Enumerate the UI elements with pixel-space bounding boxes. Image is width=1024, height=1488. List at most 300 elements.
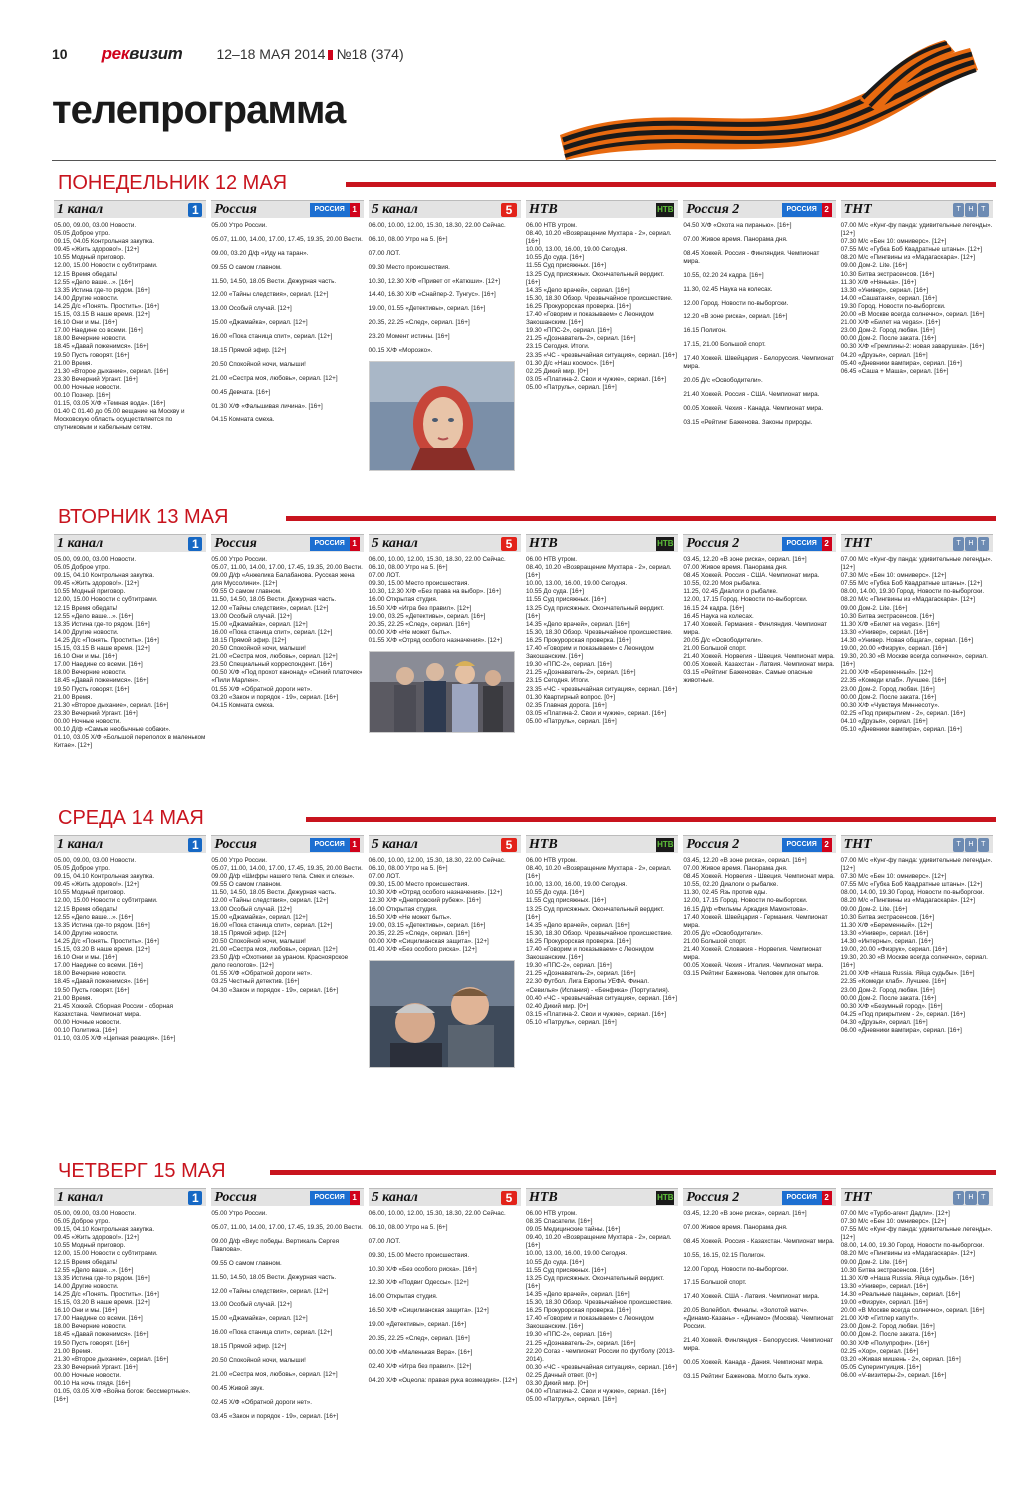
st-george-ribbon-image	[560, 40, 980, 160]
program-item: 15.30, 18.30 Обзор. Чрезвычайное происшествие.	[525, 628, 673, 636]
program-item: 22.20 Согаз - чемпионат России по футболу (2013-2014).	[525, 1347, 675, 1363]
program-item: 16.45 Наука на колесах.	[683, 612, 754, 620]
program-item: 21.25 «Дознаватель-2», сериал. [16+]	[525, 335, 636, 343]
program-item: 15.00 «Джамайка», сериал. [12+]	[211, 913, 308, 921]
program-item: 05.05 Доброе утро.	[54, 865, 110, 873]
film-still-photo	[369, 361, 515, 471]
program-item: 14.40, 16.30 Х/Ф «Снайпер-2. Тунгус». [16+]	[368, 291, 496, 299]
program-item: 03.45, 12.20 «В зоне риска», сериал. [16+]	[683, 857, 807, 864]
program-list	[54, 556, 206, 750]
program-item: 09.30, 15.00 Место происшествия.	[368, 881, 470, 889]
channel-columns	[52, 835, 996, 1068]
program-item: 00.00 Дом-2. После заката. [16+]	[840, 994, 937, 1002]
channel-header	[369, 200, 521, 218]
program-item: 17.00 Наедине со всеми. [16+]	[54, 962, 143, 970]
channel-name: НТВ	[528, 1190, 558, 1205]
russia-2-logo-icon: РОССИЯ 2	[782, 537, 832, 551]
program-item: 21.30 «Второе дыхание», сериал. [16+]	[54, 367, 169, 375]
channel-header	[526, 1188, 678, 1206]
channel-column	[839, 534, 996, 750]
channel-name: 1 канал	[57, 536, 104, 551]
program-item: 00.00 Дом-2. После заката. [16+]	[840, 335, 937, 343]
program-item: 15.15, 03.15 В наше время. [12+]	[54, 311, 150, 319]
program-item: 22.30 Футбол. Лига Европы УЕФА. Финал. «Севилья» (Испания) - «Бенфика» (Португалия).	[525, 978, 670, 994]
channel-name: ТНТ	[843, 536, 872, 551]
program-item: 17.40 Хоккей. США - Латвия. Чемпионат мира.	[683, 1293, 820, 1301]
program-item: 18.15 Прямой эфир. [12+]	[211, 929, 287, 937]
channel-name: 1 канал	[57, 202, 104, 217]
page-number: 10	[52, 46, 68, 62]
program-item: 00.00 Ночные новости.	[54, 1018, 122, 1026]
program-item: 19.30 «ППС-2», сериал. [16+]	[525, 1331, 612, 1339]
program-list	[683, 1210, 835, 1381]
program-item: 00.30 Х/Ф «Полупрофи». [16+]	[840, 1339, 930, 1347]
channel-five-logo-icon: 5	[501, 537, 517, 551]
program-item: 11.50, 14.50, 18.05 Вести. Дежурная часть.	[211, 596, 337, 604]
program-item: 09.30, 15.00 Место происшествия.	[368, 580, 470, 588]
program-item: 01.05, 03.05 Х/Ф «Война богов: бессмертные». [16+]	[54, 1388, 191, 1404]
program-item: 10.30 Битва экстрасенсов. [16+]	[840, 913, 935, 921]
program-item: 06.00 НТВ утром.	[525, 222, 577, 229]
program-item: 14.00 «Сашатаня», сериал. [16+]	[840, 294, 937, 302]
program-item: 06.10, 08.00 Утро на 5. [6+]	[368, 865, 448, 873]
channel-header	[211, 200, 363, 218]
channel-column	[209, 835, 366, 1068]
program-item: 16.15 Д/ф «Фильмы Аркадия Мамонтова».	[683, 905, 809, 913]
program-item: 15.00 «Джамайка», сериал. [12+]	[211, 319, 308, 327]
program-list	[526, 857, 678, 1027]
program-item: 13.00 Особый случай. [12+]	[211, 905, 292, 913]
program-item: 23.00 Дом-2. Город любви. [16+]	[840, 327, 935, 335]
day-header	[52, 1160, 996, 1186]
program-item: 06.00 НТВ утром.	[525, 556, 577, 563]
program-list	[369, 857, 521, 1068]
channel-name: Россия 2	[686, 202, 740, 217]
program-item: 09.55 О самом главном.	[211, 881, 282, 889]
program-item: 02.40 Дикий мир. [0+]	[525, 1002, 589, 1010]
program-item: 10.00, 13.00, 16.00, 19.00 Сегодня.	[525, 1250, 628, 1258]
program-item: 01.30 Д/с «Наш космос». [16+]	[525, 359, 615, 367]
program-item: 04.15 Комната смеха.	[211, 701, 275, 709]
program-item: 21.25 «Дознаватель-2», сериал. [16+]	[525, 1339, 636, 1347]
program-item: 13.35 Истина где-то рядом. [16+]	[54, 620, 150, 628]
program-item: 09.15, 04.10 Контрольная закупка.	[54, 1226, 155, 1234]
program-item: 20.05 Д/с «Освободители».	[683, 377, 763, 385]
program-item: 15.30, 18.30 Обзор. Чрезвычайное происшествие.	[525, 294, 673, 302]
channel-column	[524, 1188, 681, 1426]
channel-column	[681, 534, 838, 750]
program-item: 05.07, 11.00, 14.00, 17.00, 17.45, 19.35, 20.00 Вести.	[211, 564, 363, 572]
program-item: 03.05 «Платина-2. Свои и чужие», сериал. [16+]	[525, 709, 667, 717]
program-item: 07.00 Живое время. Панорама дня.	[683, 564, 788, 572]
program-item: 01.55 Х/Ф «Отряд особого назначения». [12+]	[368, 636, 502, 644]
program-item: 09.45 «Жить здорово!». [12+]	[54, 246, 139, 254]
program-item: 12.55 «Дело ваше...». [16+]	[54, 1266, 134, 1274]
channel-column	[209, 1188, 366, 1426]
program-item: 19.30 «ППС-2», сериал. [16+]	[525, 661, 612, 669]
program-item: 05.00 «Патруль», сериал. [16+]	[525, 1396, 617, 1404]
program-item: 00.00 Х/Ф «Не может быть».	[368, 628, 452, 636]
channel-header	[841, 835, 993, 853]
channel-name: НТВ	[528, 536, 558, 551]
program-item: 02.25 «Под прикрытием - 2», сериал. [16+]	[840, 709, 966, 717]
program-item: 03.45 «Закон и порядок - 19», сериал. [16+]	[211, 1412, 339, 1420]
program-item: 12.00, 15.00 Новости с субтитрами.	[54, 1250, 158, 1258]
program-item: 20.05 Д/с «Освободители».	[683, 929, 763, 937]
program-item: 09.45 «Жить здорово!». [12+]	[54, 881, 139, 889]
program-item: 00.10 Познер. [16+]	[54, 391, 111, 399]
channel-name: ТНТ	[843, 202, 872, 217]
program-item: 17.00 Наедине со всеми. [16+]	[54, 327, 143, 335]
section-title: телепрограмма	[52, 88, 346, 132]
program-item: 01.30 Х/Ф «Фальшивая личина». [16+]	[211, 402, 323, 410]
program-item: 19.30 «ППС-2», сериал. [16+]	[525, 962, 612, 970]
program-item: 08.40, 10.20 «Возвращение Мухтара - 2», сериал. [16+]	[525, 564, 672, 580]
program-item: 10.30 Х/Ф «Без особого риска». [16+]	[368, 1265, 477, 1273]
program-item: 19.30 Город. Новости по-выборгски.	[840, 302, 946, 310]
program-item: 21.00 Х/Ф «Беременный». [12+]	[840, 669, 933, 677]
program-item: 08.20 М/с «Пингвины из «Мадагаскара». [12+]	[840, 596, 976, 604]
program-item: 02.35 Главная дорога. [16+]	[525, 701, 607, 709]
program-item: 19.30, 20.30 «В Москве всегда солнечно», сериал. [16+]	[840, 653, 988, 669]
channel-header	[54, 200, 206, 218]
program-item: 09.00 Д/ф «Анжелика Балабанова. Русская жена для Муссолини». [12+]	[211, 572, 355, 588]
program-list	[526, 556, 678, 726]
tnt-logo-icon: Т Н Т	[953, 203, 989, 217]
program-item: 10.55 Модный приговор.	[54, 1242, 126, 1250]
program-item: 17.15, 21.00 Большой спорт.	[683, 341, 766, 349]
program-item: 11.30, 02.45 Наука на колесах.	[683, 285, 773, 293]
program-item: 03.20 «Закон и порядок - 19», сериал. [16+]	[211, 693, 339, 701]
program-item: 17.40 «Говорим и показываем» с Леонидом Закошанским. [16+]	[525, 645, 654, 661]
program-item: 13.30 «Универ», сериал. [16+]	[840, 1282, 929, 1290]
channel-column	[209, 200, 366, 477]
program-item: 23.00 Дом-2. Город любви. [16+]	[840, 986, 935, 994]
channel-five-logo-icon: 5	[501, 203, 517, 217]
program-item: 13.00 Особый случай. [12+]	[211, 612, 292, 620]
program-item: 21.45 Хоккей. Сборная России - сборная Казахстана. Чемпионат мира.	[54, 1002, 174, 1018]
program-item: 13.00 Особый случай. [12+]	[211, 305, 292, 313]
program-item: 12.55 «Дело ваше...». [16+]	[54, 278, 134, 286]
day-block	[52, 172, 996, 432]
program-item: 15.15, 03.15 В наше время. [12+]	[54, 645, 150, 653]
program-item: 20.50 Спокойной ночи, малыши!	[211, 645, 306, 653]
program-item: 08.45 Хоккей. Норвегия - Швеция. Чемпионат мира.	[683, 873, 835, 881]
program-item: 15.15, 03.20 В наше время. [12+]	[54, 946, 150, 954]
program-item: 09.00, 03.20 Д/ф «Иду на таран».	[211, 249, 309, 257]
channel-header	[369, 534, 521, 552]
program-item: 17.40 Хоккей. Швейцария - Германия. Чемпионат мира.	[683, 913, 828, 929]
program-item: 20.35, 22.25 «След», сериал. [16+]	[368, 1335, 470, 1343]
program-item: 19.00, 20.00 «Физрук», сериал. [16+]	[840, 946, 947, 954]
program-item: 21.00 «Сестра моя, любовь», сериал. [12+]	[211, 1370, 338, 1378]
program-item: 12.30 Х/Ф «Подвиг Одессы». [12+]	[368, 1279, 469, 1287]
program-item: 18.45 «Давай поженимся». [16+]	[54, 343, 149, 351]
program-item: 19.00, 03.25 «Детективы», сериал. [16+]	[368, 612, 486, 620]
program-item: 14.30 «Интерны», сериал. [16+]	[840, 937, 934, 945]
program-item: 21.40 Хоккей. Норвегия - Швеция. Чемпионат мира.	[683, 653, 835, 661]
program-item: 05.10 «Патруль», сериал. [16+]	[525, 1018, 617, 1026]
program-item: 10.30 Битва экстрасенсов. [16+]	[840, 1266, 935, 1274]
program-item: 04.20 Х/Ф «Оцеола: правая рука возмездия». [12+]	[368, 1376, 518, 1384]
channel-name: 5 канал	[371, 202, 418, 217]
program-item: 20.50 Спокойной ночи, малыши!	[211, 937, 306, 945]
channel-header	[369, 835, 521, 853]
program-item: 05.00 Утро России.	[211, 857, 267, 864]
day-title: ВТОРНИК 13 МАЯ	[58, 506, 239, 529]
program-item: 06.00 «V-визитеры-2», сериал. [16+]	[840, 1371, 947, 1379]
program-item: 21.25 «Дознаватель-2», сериал. [16+]	[525, 970, 636, 978]
program-item: 23.35 «ЧС - чрезвычайная ситуация», сериал. [16+]	[525, 351, 677, 359]
program-item: 12.15 Время обедать!	[54, 1258, 118, 1266]
program-item: 10.55 До суда. [16+]	[525, 588, 585, 596]
program-item: 08.20 М/с «Пингвины из «Мадагаскара». [12+]	[840, 254, 976, 262]
program-item: 16.00 Открытая студия.	[368, 905, 438, 913]
program-item: 03.15 «Рейтинг Баженова. Законы природы.	[683, 418, 813, 426]
program-item: 09.40, 10.20 «Возвращение Мухтара - 2», сериал. [16+]	[525, 1234, 672, 1250]
program-item: 00.50 Х/Ф «Под прохот канонад» «Синий платочек» «Пили Марлен».	[211, 669, 363, 685]
program-item: 00.00 Х/Ф «Маленькая Вера». [16+]	[368, 1348, 473, 1356]
russia-2-logo-icon: РОССИЯ 2	[782, 203, 832, 217]
program-item: 18.15 Прямой эфир. [12+]	[211, 636, 287, 644]
program-item: 17.15 Большой спорт.	[683, 1279, 747, 1287]
program-item: 12.15 Время обедать!	[54, 270, 118, 278]
program-item: 14.35 «Дело врачей», сериал. [16+]	[525, 620, 630, 628]
program-item: 12.20 «В зоне риска», сериал. [16+]	[683, 313, 788, 321]
program-item: 01.40 С 01.40 до 05.00 вещание на Москву и Московскую область осуществляется по спутниковым и кабельным сетям.	[54, 408, 185, 432]
program-item: 23.15 Сегодня. Итоги.	[525, 677, 590, 685]
program-item: 00.05 Хоккей. Чехия - Италия. Чемпионат мира.	[683, 962, 824, 970]
program-item: 12.55 «Дело ваше...». [16+]	[54, 913, 134, 921]
program-item: 03.05 «Платина-2. Свои и чужие», сериал. [16+]	[525, 375, 667, 383]
russia-1-logo-icon: РОССИЯ 1	[310, 838, 360, 852]
channel-header	[369, 1188, 521, 1206]
program-item: 11.30 Х/Ф «Нянька». [16+]	[840, 278, 916, 286]
program-item: 16.10 Они и мы. [16+]	[54, 1307, 117, 1315]
program-item: 19.00 «Детективы», сериал. [16+]	[368, 1321, 467, 1329]
ntv-logo-icon: НТВ	[656, 537, 674, 551]
program-item: 12.00 «Тайны следствия», сериал. [12+]	[211, 604, 329, 612]
program-item: 20.50 Спокойной ночи, малыши!	[211, 1357, 306, 1364]
program-item: 00.10 На ночь глядя. [16+]	[54, 1379, 131, 1387]
program-item: 21.00 Х/Ф «Билет на vegas». [16+]	[840, 319, 941, 327]
program-item: 16.00 «Пока станица спит», сериал. [12+]	[211, 333, 333, 341]
program-item: 09.15, 04.10 Контрольная закупка.	[54, 873, 155, 881]
channel-columns	[52, 534, 996, 750]
program-item: 19.30, 20.30 «В Москве всегда солнечно», сериал. [16+]	[840, 954, 988, 970]
program-item: 11.30, 02.45 Язь против еды.	[683, 889, 768, 897]
program-item: 11.55 Суд присяжных. [16+]	[525, 596, 606, 604]
channel-column	[52, 835, 209, 1068]
day-title: СРЕДА 14 МАЯ	[58, 807, 214, 830]
day-header	[52, 172, 996, 198]
program-item: 05.40 «Дневники вампира», сериал. [16+]	[840, 359, 962, 367]
program-item: 14.00 Другие новости.	[54, 628, 119, 636]
program-item: 12.00 Город. Новости по-выборгски.	[683, 1265, 789, 1273]
program-item: 13.25 Суд присяжных. Окончательный вердикт. [16+]	[525, 270, 665, 286]
program-item: 13.30 «Универ», сериал. [16+]	[840, 628, 929, 636]
program-item: 21.40 Хоккей. Словакия - Норвегия. Чемпионат мира.	[683, 946, 822, 962]
program-item: 09.15, 04.05 Контрольная закупка.	[54, 238, 155, 246]
program-item: 04.30 «Закон и порядок - 19», сериал. [16+]	[211, 986, 339, 994]
program-item: 10.55, 02.20 Моя рыбалка.	[683, 580, 761, 588]
program-item: 18.00 Вечерние новости.	[54, 1323, 127, 1331]
program-item: 18.00 Вечерние новости.	[54, 669, 127, 677]
channel-column	[367, 534, 524, 750]
program-item: 00.05 Хоккей. Казахстан - Латвия. Чемпионат мира.	[683, 661, 835, 669]
program-item: 05.10 «Дневники вампира», сериал. [16+]	[840, 725, 962, 733]
program-list	[369, 222, 521, 471]
tnt-logo-icon: Т Н Т	[953, 1191, 989, 1205]
program-item: 07.55 М/с «Губка Боб Квадратные штаны». [12+]	[840, 881, 983, 889]
channel-column	[52, 534, 209, 750]
program-item: 07.55 М/с «Губка Боб Квадратные штаны». [12+]	[840, 580, 983, 588]
program-item: 00.30 Х/Ф «Безумный город». [16+]	[840, 1002, 943, 1010]
program-item: 16.50 Х/Ф «Сицилианская защита». [12+]	[368, 1307, 489, 1315]
channel-column	[839, 1188, 996, 1426]
program-item: 18.15 Прямой эфир. [12+]	[211, 1343, 287, 1351]
program-item: 21.00 Время.	[54, 359, 93, 367]
program-item: 09.30, 15.00 Место происшествия.	[368, 1251, 470, 1259]
program-item: 10.55, 02.20 24 кадра. [16+]	[683, 271, 764, 279]
program-item: 00.30 Х/Ф «Гремлины-2: новая заварушка». [16+]	[840, 343, 985, 351]
program-item: 09.15, 04.10 Контрольная закупка.	[54, 572, 155, 580]
program-item: 07.00 ЛОТ.	[368, 873, 401, 881]
program-item: 23.30 Вечерний Ургант. [16+]	[54, 375, 138, 383]
program-item: 14.35 «Дело врачей», сериал. [16+]	[525, 286, 630, 294]
program-item: 09.05 Медицинские тайны. [16+]	[525, 1226, 621, 1234]
channel-header	[54, 534, 206, 552]
program-list	[211, 857, 363, 995]
program-item: 18.00 Вечерние новости.	[54, 335, 127, 343]
channel-column	[367, 1188, 524, 1426]
program-list	[526, 222, 678, 392]
channel-column	[367, 835, 524, 1068]
program-item: 13.00 Особый случай. [12+]	[211, 1301, 292, 1309]
program-item: 09.45 «Жить здорово!». [12+]	[54, 580, 139, 588]
program-item: 05.00, 09.00, 03.00 Новости.	[54, 556, 137, 563]
program-item: 19.00, 03.15 «Детективы», сериал. [16+]	[368, 921, 486, 929]
program-item: 04.30 «Друзья», сериал. [16+]	[840, 1018, 928, 1026]
program-item: 07.00 ЛОТ.	[368, 1237, 401, 1245]
program-item: 09.55 О самом главном.	[211, 263, 282, 271]
program-item: 19.50 Пусть говорят. [16+]	[54, 351, 130, 359]
channel-header	[211, 1188, 363, 1206]
channel-header	[683, 1188, 835, 1206]
channel-name: Россия 2	[686, 536, 740, 551]
program-item: 05.00 «Патруль», сериал. [16+]	[525, 383, 617, 391]
channel-header	[211, 534, 363, 552]
program-item: 20.05 Д/с «Освободители».	[683, 636, 763, 644]
program-item: 15.00 «Джамайка», сериал. [12+]	[211, 620, 308, 628]
channel-column	[524, 200, 681, 477]
program-list	[683, 222, 835, 427]
program-item: 03.45, 12.20 «В зоне риска», сериал. [16+]	[683, 1210, 807, 1217]
program-item: 16.25 Прокурорская проверка. [16+]	[525, 636, 631, 644]
program-item: 09.00 Д/ф «Вкус победы. Вертикаль Сергея Павлова».	[211, 1237, 339, 1253]
program-item: 05.00 «Патруль», сериал. [16+]	[525, 717, 617, 725]
program-item: 19.50 Пусть говорят. [16+]	[54, 1339, 130, 1347]
program-item: 09.00 Дом-2. Lite. [16+]	[840, 262, 908, 270]
program-item: 04.15 Комната смеха.	[211, 416, 275, 424]
program-item: 13.35 Истина где-то рядом. [16+]	[54, 921, 150, 929]
program-item: 00.10 Д/ф «Самые необычные собаки».	[54, 725, 171, 733]
program-item: 01.10, 03.05 Х/Ф «Большой переполох в маленьком Китае». [12+]	[54, 734, 206, 750]
russia-2-logo-icon: РОССИЯ 2	[782, 1191, 832, 1205]
program-item: 07.00 ЛОТ.	[368, 249, 401, 257]
program-item: 14.00 Другие новости.	[54, 1282, 119, 1290]
program-item: 11.55 Суд присяжных. [16+]	[525, 262, 606, 270]
program-item: 04.00 «Платина-2. Свои и чужие», сериал. [16+]	[525, 1388, 667, 1396]
channel-name: 1 канал	[57, 1190, 104, 1205]
program-item: 08.45 Хоккей. Россия - США. Чемпионат мира.	[683, 572, 820, 580]
program-list	[841, 556, 993, 734]
channel-header	[683, 534, 835, 552]
program-item: 17.40 Хоккей. Швейцария - Белоруссия. Чемпионат мира.	[683, 355, 834, 371]
ntv-logo-icon: НТВ	[656, 838, 674, 852]
day-title: ЧЕТВЕРГ 15 МАЯ	[58, 1160, 236, 1183]
program-item: 10.00, 13.00, 16.00, 19.00 Сегодня.	[525, 881, 628, 889]
program-item: 00.15 Х/Ф «Морозко».	[368, 347, 433, 355]
program-list	[211, 1210, 363, 1421]
channel-header	[841, 1188, 993, 1206]
program-item: 01.10, 03.05 Х/Ф «Цепная реакция». [16+]	[54, 1035, 176, 1043]
program-item: 11.55 Суд присяжных. [16+]	[525, 897, 606, 905]
program-item: 09.00 Д/ф «Шифры нашего тела. Смех и слезы».	[211, 873, 355, 881]
channel-header	[683, 200, 835, 218]
program-item: 05.00, 09.00, 03.00 Новости.	[54, 222, 137, 229]
program-item: 07.30 М/с «Бен 10: омниверс». [12+]	[840, 572, 947, 580]
day-divider-line	[346, 182, 996, 187]
program-item: 04.20 «Друзья», сериал. [16+]	[840, 351, 928, 359]
program-item: 10.00, 13.00, 16.00, 19.00 Сегодня.	[525, 246, 628, 254]
russia-2-logo-icon: РОССИЯ 2	[782, 838, 832, 852]
program-item: 18.45 «Давай поженимся». [16+]	[54, 1331, 149, 1339]
program-item: 14.00 Другие новости.	[54, 929, 119, 937]
program-item: 01.40 Х/Ф «Без особого риска». [12+]	[368, 946, 477, 954]
program-item: 05.00 Утро России.	[211, 222, 267, 229]
channel-column	[52, 200, 209, 477]
program-item: 09.55 О самом главном.	[211, 588, 282, 596]
program-item: 10.55, 02.20 Диалоги о рыбалке.	[683, 881, 779, 889]
program-item: 17.40 «Говорим и показываем» с Леонидом Закошанским. [16+]	[525, 311, 654, 327]
program-list	[369, 1210, 521, 1385]
channel-one-logo-icon: 1	[188, 203, 202, 217]
program-item: 21.00 «Сестра моя, любовь», сериал. [12+]	[211, 946, 338, 954]
channel-name: ТНТ	[843, 1190, 872, 1205]
program-item: 00.05 Хоккей. Чехия - Канада. Чемпионат мира.	[683, 404, 824, 412]
program-item: 21.00 Время.	[54, 994, 93, 1002]
program-list	[526, 1210, 678, 1404]
program-item: 21.30 «Второе дыхание», сериал. [16+]	[54, 1355, 169, 1363]
day-divider-line	[286, 516, 996, 521]
program-item: 14.00 Другие новости.	[54, 294, 119, 302]
program-item: 04.25 «Под прикрытием - 2», сериал. [16+]	[840, 1010, 966, 1018]
program-item: 16.25 Прокурорская проверка. [16+]	[525, 302, 631, 310]
program-item: 01.15, 03.05 Х/Ф «Темная вода». [16+]	[54, 400, 166, 408]
program-item: 19.50 Пусть говорят. [16+]	[54, 986, 130, 994]
program-item: 12.00 «Тайны следствия», сериал. [12+]	[211, 897, 329, 905]
program-item: 05.07, 11.00, 14.00, 17.00, 17.45, 19.35, 20.00 Вести.	[211, 1223, 363, 1231]
program-item: 12.00, 15.00 Новости с субтитрами.	[54, 897, 158, 905]
program-item: 00.45 Девчата. [16+]	[211, 388, 271, 396]
program-item: 07.00 М/с «Кунг-фу панда: удивительные легенды». [12+]	[840, 556, 993, 572]
program-list	[211, 556, 363, 710]
channel-column	[681, 835, 838, 1068]
program-list	[683, 556, 835, 686]
program-item: 08.00, 14.00, 19.30 Город. Новости по-выборгски.	[840, 889, 985, 897]
program-item: 12.15 Время обедать!	[54, 905, 118, 913]
